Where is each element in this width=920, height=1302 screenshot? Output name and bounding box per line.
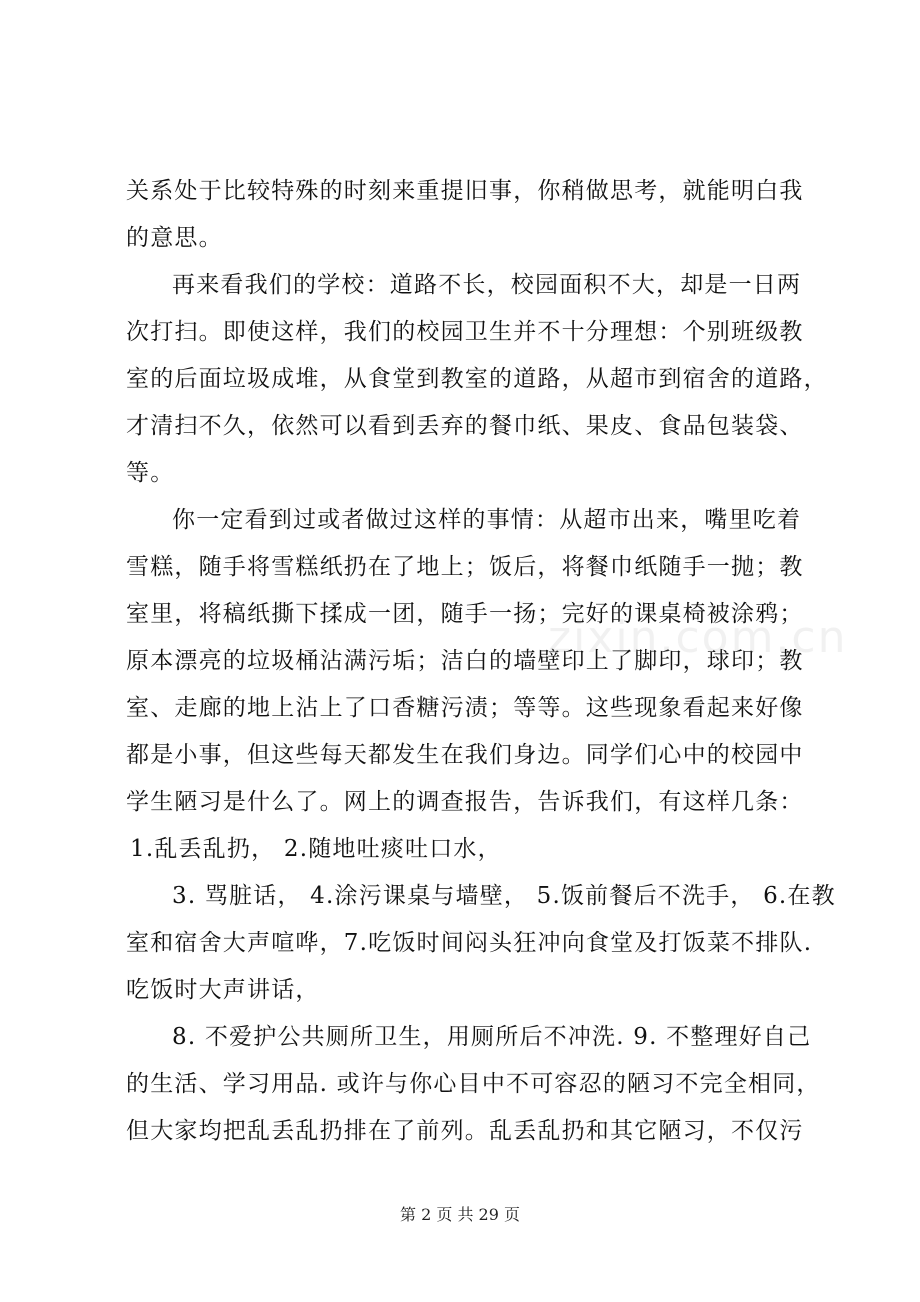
text-line: 室里，将稿纸撕下揉成一团，随手一扬；完好的课桌椅被涂鸦；: [126, 601, 804, 627]
text-line: 关系处于比较特殊的时刻来重提旧事，你稍做思考，就能明白我: [126, 178, 804, 204]
text-line: 的意思。: [126, 225, 223, 251]
text-line: 学生陋习是什么了。网上的调查报告，告诉我们，有这样几条：: [126, 789, 804, 815]
text-line: 室的后面垃圾成堆，从食堂到教室的道路，从超市到宿舍的道路，: [126, 366, 828, 392]
text-line: 的生活、学习用品. 或许与你心目中不可容忍的陋习不完全相同，: [126, 1071, 821, 1097]
watermark: zixin.com.cn: [548, 612, 848, 663]
text-line: 吃饭时大声讲话，: [126, 977, 320, 1003]
text-line: 等。: [126, 460, 175, 486]
text-line: 原本漂亮的垃圾桶沾满污垢；洁白的墙壁印上了脚印，球印；教: [126, 648, 804, 674]
list-line: 1.乱丢乱扔， 2.随地吐痰吐口水，: [130, 836, 502, 862]
text-line: 才清扫不久，依然可以看到丢弃的餐巾纸、果皮、食品包装袋、: [126, 413, 804, 439]
text-line: 次打扫。即使这样，我们的校园卫生并不十分理想：个别班级教: [126, 319, 804, 345]
text-line: 室、走廊的地上沾上了口香糖污渍；等等。这些现象看起来好像: [126, 695, 804, 721]
paragraph-first-line: 再来看我们的学校：道路不长，校园面积不大，却是一日两: [172, 272, 802, 298]
text-line: 都是小事，但这些每天都发生在我们身边。同学们心中的校园中: [126, 742, 804, 768]
text-line: 但大家均把乱丢乱扔排在了前列。乱丢乱扔和其它陋习，不仅污: [126, 1118, 804, 1144]
paragraph-first-line: 8. 不爱护公共厕所卫生，用厕所后不冲洗. 9. 不整理好自己: [172, 1024, 812, 1050]
paragraph-first-line: 3. 骂脏话， 4.涂污课桌与墙壁， 5.饭前餐后不洗手， 6.在教: [172, 883, 836, 909]
text-line: 室和宿舍大声喧哗，7.吃饭时间闷头狂冲向食堂及打饭菜不排队.: [126, 930, 813, 956]
text-line: 雪糕，随手将雪糕纸扔在了地上；饭后，将餐巾纸随手一抛；教: [126, 554, 804, 580]
page-number-footer: 第 2 页 共 29 页: [400, 1205, 520, 1224]
paragraph-first-line: 你一定看到过或者做过这样的事情：从超市出来，嘴里吃着: [172, 507, 802, 533]
